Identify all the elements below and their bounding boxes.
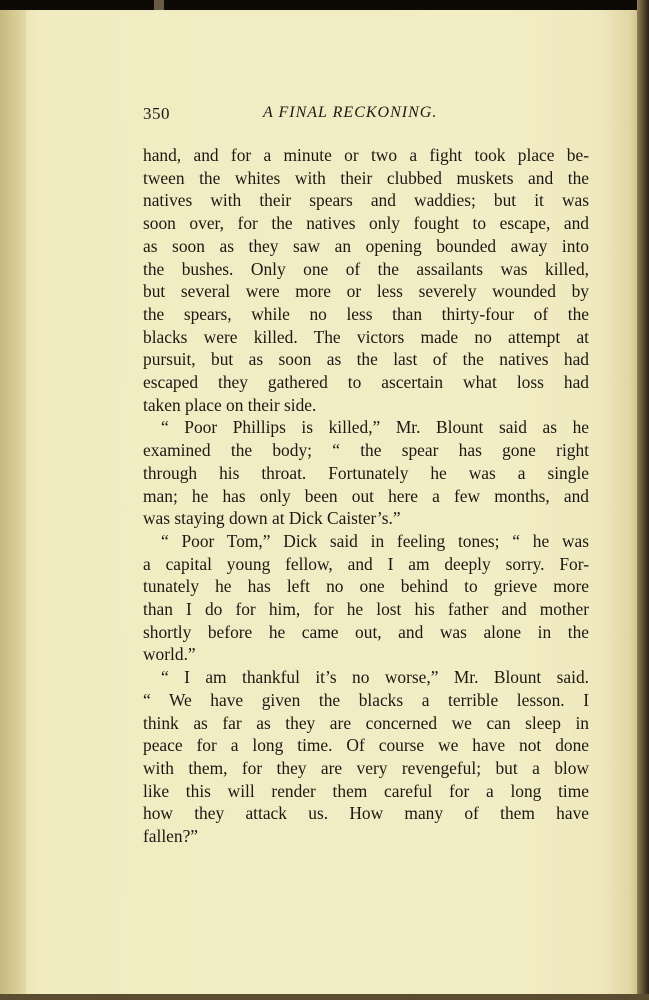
running-head [143,104,589,128]
text-line: how they attack us. How many of them have [143,803,589,824]
text-line: was staying down at Dick Caister’s.” [143,508,401,529]
text-line: than I do for him, for he lost his father and mother [143,599,589,619]
text-line: taken place on their side. [143,394,317,415]
text-line: “ I am thankful it’s no worse,” Mr. Blount said. [161,667,589,688]
page-number: 350 [143,104,170,123]
text-line: man; he has only been out here a few months, and [143,485,589,506]
scan-top-notch [154,0,164,10]
text-line: as soon as they saw an opening bounded away into [143,235,589,256]
text-line: blacks were killed. The victors made no attempt at [143,326,589,347]
scan-bottom-edge [0,994,649,1000]
text-line: the bushes. Only one of the assailants was killed, [143,258,589,279]
page-edge-shadow [637,0,649,1000]
text-line: tween the whites with their clubbed muskets and the [143,167,589,188]
text-line: pursuit, but as soon as the last of the natives had [143,349,589,370]
text-line: tunately he has left no one behind to grieve more [143,576,589,597]
text-line: think as far as they are concerned we can sleep in [143,712,589,733]
text-line: natives with their spears and waddies; but it was [143,190,589,211]
page-gutter [0,10,26,998]
text-line: but several were more or less severely wounded by [143,281,589,302]
text-line: “ Poor Phillips is killed,” Mr. Blount said as he [161,417,589,438]
running-head-title: A FINAL RECKONING. [263,104,438,121]
text-line: examined the body; “ the spear has gone right [143,440,589,461]
text-line: with them, for they are very revengeful; but a blow [143,757,589,778]
text-line: hand, and for a minute or two a fight took place be- [143,145,589,165]
text-line: like this will render them careful for a long time [143,780,589,801]
text-line: through his throat. Fortunately he was a single [143,462,589,483]
text-line: peace for a long time. Of course we have not done [143,735,589,756]
text-line: “ We have given the blacks a terrible lesson. I [143,689,589,710]
text-line: shortly before he came out, and was alone in the [143,621,589,642]
text-line: the spears, while no less than thirty-four of the [143,303,589,324]
text-line: escaped they gathered to ascertain what loss had [143,372,589,392]
text-line: a capital young fellow, and I am deeply sorry. For- [143,553,589,574]
text-line: fallen?” [143,826,199,846]
text-line: soon over, for the natives only fought to escape, and [143,213,589,234]
text-line: “ Poor Tom,” Dick said in feeling tones; “ he was [161,530,589,551]
text-line: world.” [143,644,196,665]
